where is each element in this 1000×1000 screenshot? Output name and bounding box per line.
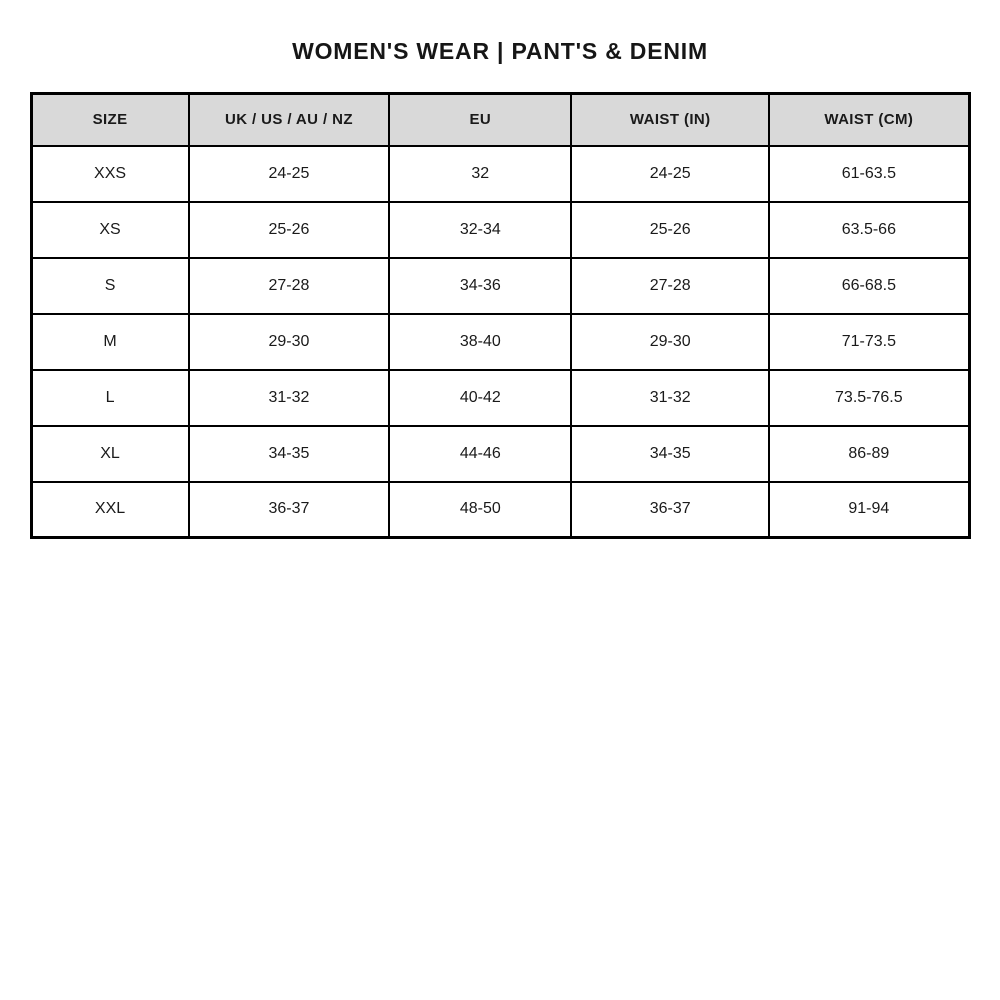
table-cell: 34-35 — [189, 426, 390, 482]
table-header-row — [31, 94, 969, 146]
table-cell: 44-46 — [389, 426, 571, 482]
table-row — [31, 426, 969, 482]
table-cell: 86-89 — [769, 426, 969, 482]
table-cell: 29-30 — [189, 314, 390, 370]
size-chart-table — [30, 92, 971, 539]
table-cell: 31-32 — [571, 370, 769, 426]
table-cell: 38-40 — [389, 314, 571, 370]
table-row — [31, 370, 969, 426]
table-cell: M — [31, 314, 189, 370]
table-cell: XS — [31, 202, 189, 258]
table-cell: XXS — [31, 146, 189, 202]
table-cell: 36-37 — [571, 482, 769, 538]
table-cell: 31-32 — [189, 370, 390, 426]
table-cell: 34-36 — [389, 258, 571, 314]
table-cell: 91-94 — [769, 482, 969, 538]
table-cell: 24-25 — [189, 146, 390, 202]
column-header: UK / US / AU / NZ — [189, 94, 390, 146]
table-row — [31, 314, 969, 370]
table-cell: S — [31, 258, 189, 314]
table-cell: 36-37 — [189, 482, 390, 538]
table-row — [31, 482, 969, 538]
table-row — [31, 146, 969, 202]
table-cell: 25-26 — [189, 202, 390, 258]
table-cell: XL — [31, 426, 189, 482]
table-row — [31, 202, 969, 258]
column-header: EU — [389, 94, 571, 146]
table-cell: L — [31, 370, 189, 426]
table-cell: 63.5-66 — [769, 202, 969, 258]
table-cell: 25-26 — [571, 202, 769, 258]
column-header: WAIST (IN) — [571, 94, 769, 146]
table-cell: 34-35 — [571, 426, 769, 482]
table-cell: 66-68.5 — [769, 258, 969, 314]
table-cell: 40-42 — [389, 370, 571, 426]
table-cell: 29-30 — [571, 314, 769, 370]
table-row — [31, 258, 969, 314]
page-title: WOMEN'S WEAR | PANT'S & DENIM — [292, 38, 708, 64]
table-cell: XXL — [31, 482, 189, 538]
table-cell: 71-73.5 — [769, 314, 969, 370]
table-cell: 61-63.5 — [769, 146, 969, 202]
table-cell: 27-28 — [571, 258, 769, 314]
column-header: WAIST (CM) — [769, 94, 969, 146]
table-cell: 32-34 — [389, 202, 571, 258]
table-cell: 48-50 — [389, 482, 571, 538]
table-cell: 24-25 — [571, 146, 769, 202]
table-cell: 27-28 — [189, 258, 390, 314]
column-header: SIZE — [31, 94, 189, 146]
table-cell: 73.5-76.5 — [769, 370, 969, 426]
table-cell: 32 — [389, 146, 571, 202]
table-body — [31, 146, 969, 538]
